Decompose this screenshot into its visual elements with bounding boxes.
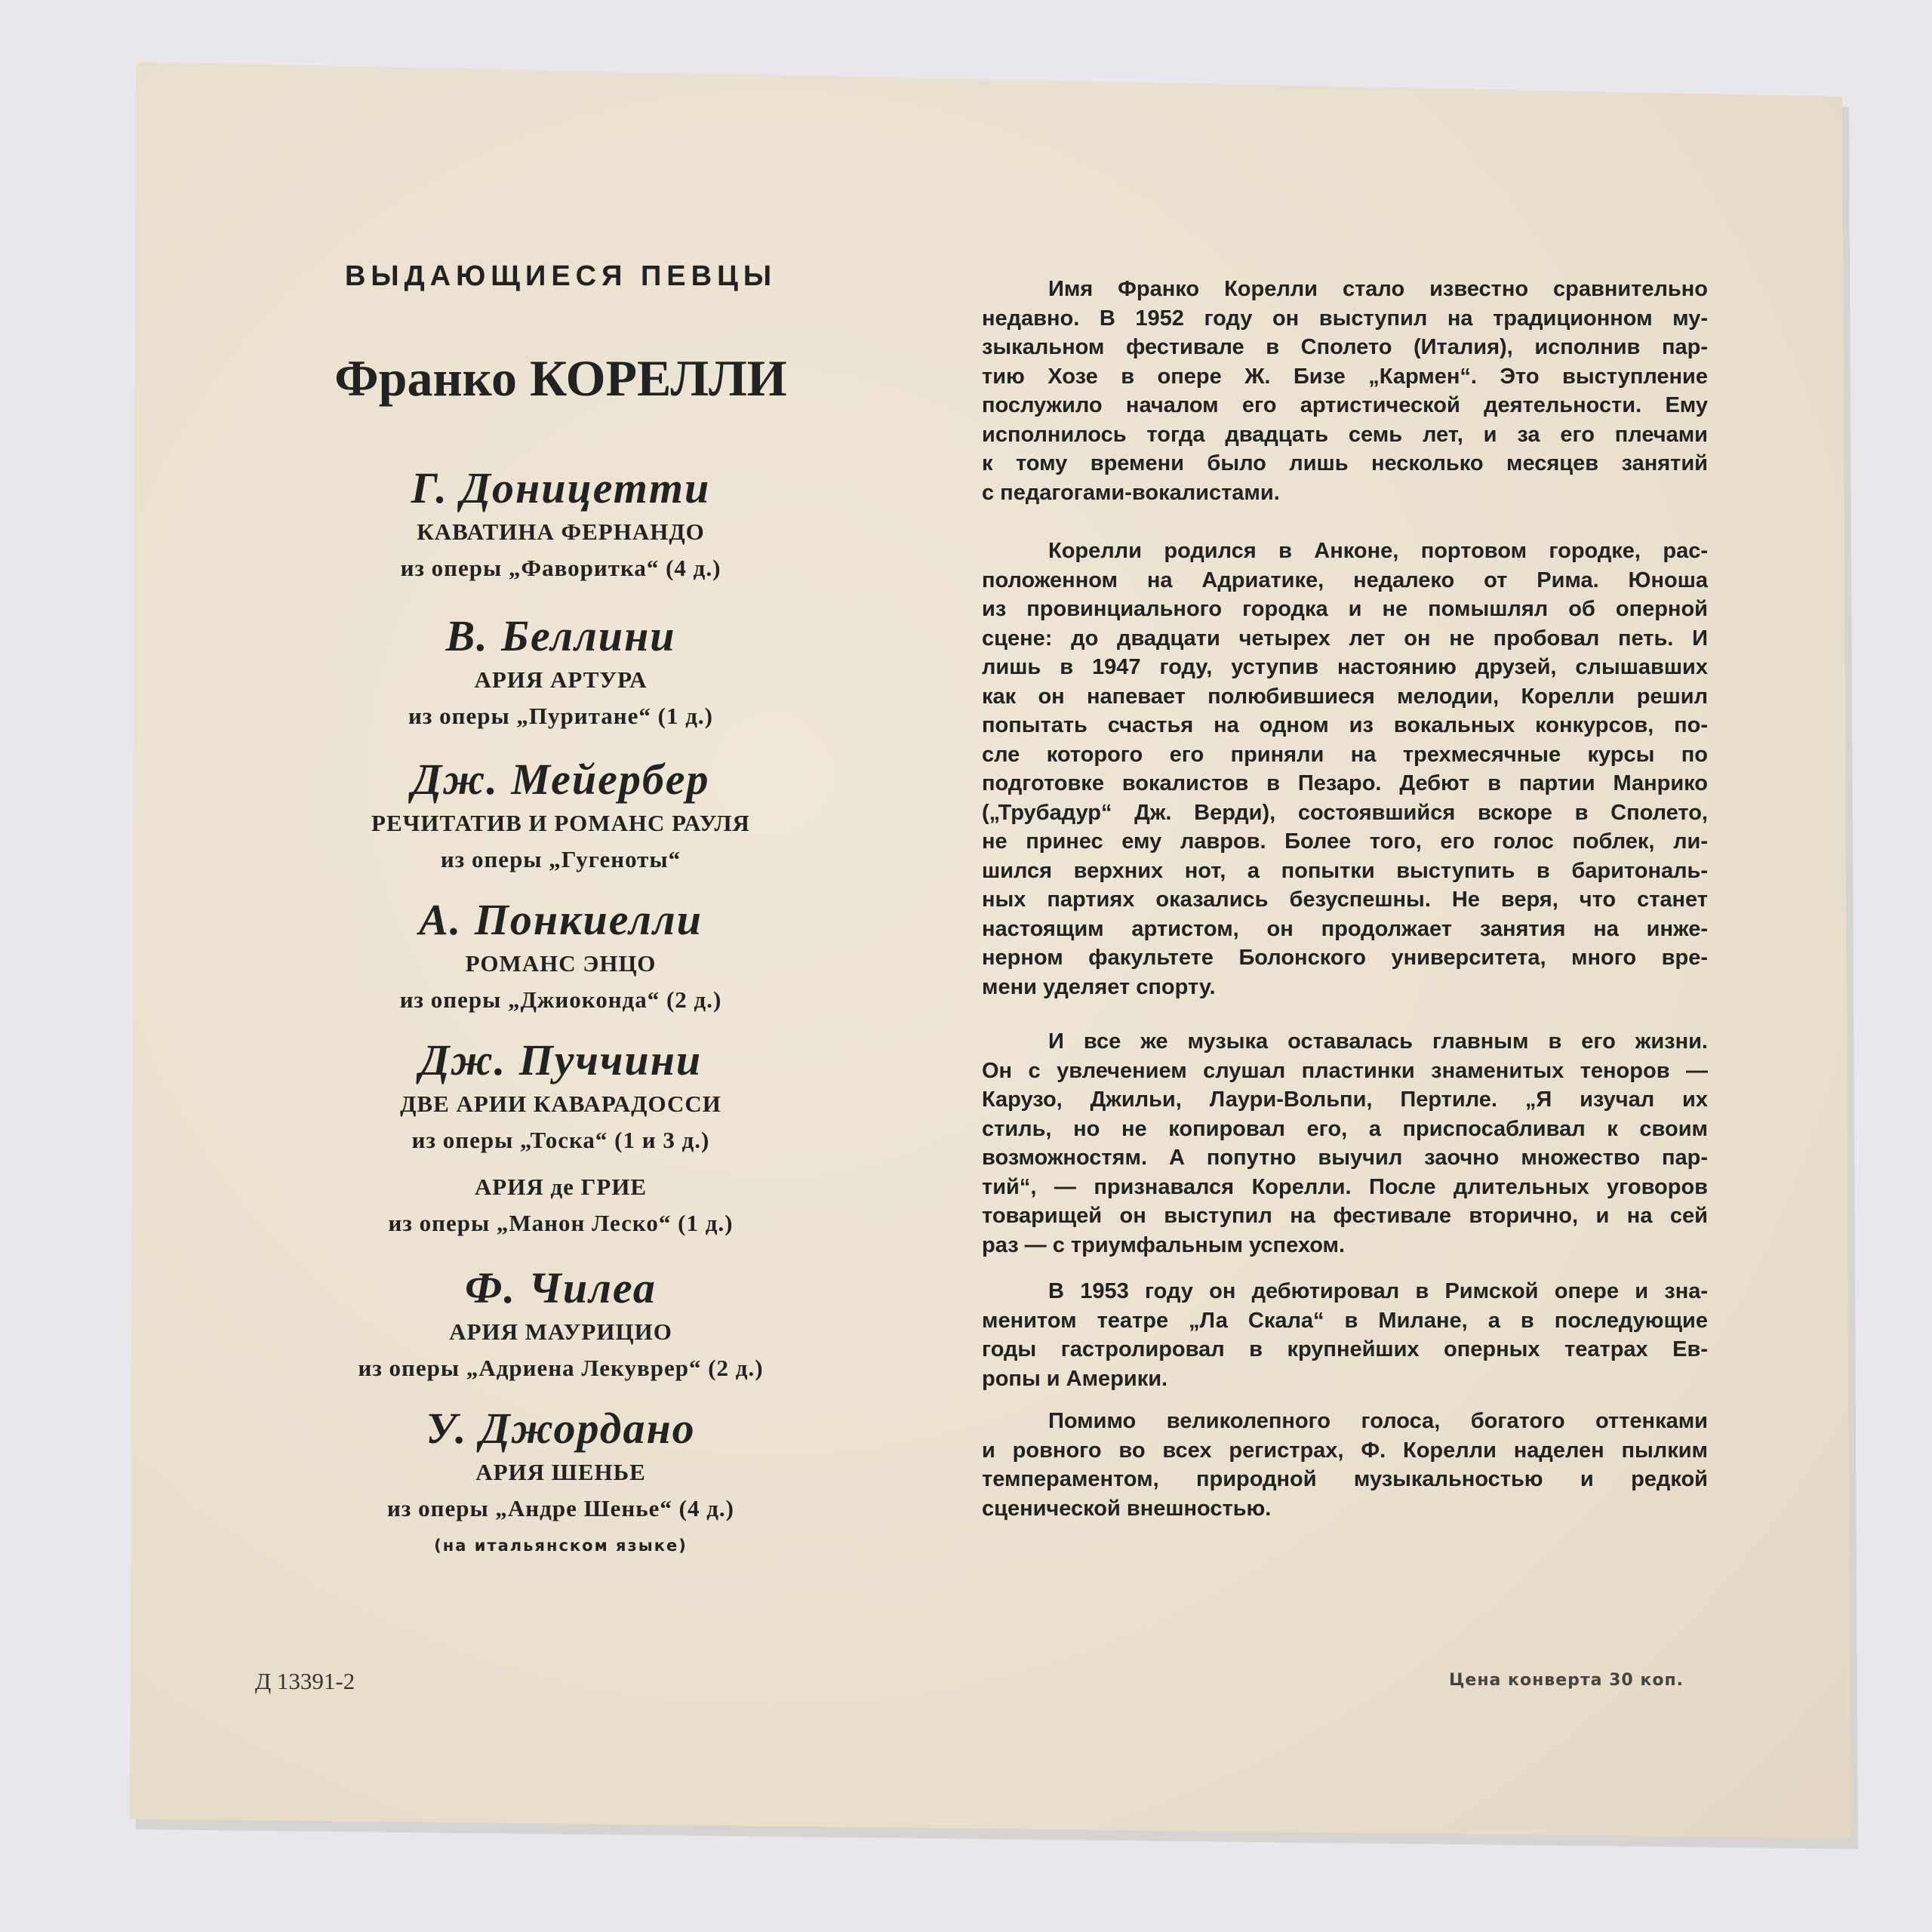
- text-line: Он с увлечением слушал пластинки знаменитых теноров —: [982, 1058, 1708, 1083]
- text-line: мени уделяет спорту.: [982, 974, 1216, 999]
- text-line: менитом театре „Ла Скала“ в Милане, а в последующие: [982, 1308, 1708, 1333]
- paragraph: [982, 537, 1708, 1001]
- text-line: исполнилось тогда двадцать семь лет, и за его плечами: [982, 422, 1708, 447]
- paragraph: [982, 1027, 1708, 1260]
- track-block: [259, 1262, 863, 1387]
- text-line: ропы и Америки.: [982, 1366, 1168, 1391]
- opera-source: из оперы „Манон Леско“ (1 д.): [388, 1210, 734, 1236]
- text-line: настоящим артистом, он продолжает занятия на инже-: [982, 916, 1708, 941]
- text-line: сцене: до двадцати четырех лет он не пробовал петь. И: [982, 626, 1708, 651]
- aria-title: РОМАНС ЭНЦО: [465, 950, 657, 977]
- opera-source: из оперы „Фаворитка“ (4 д.): [400, 555, 721, 581]
- text-line: к тому времени было лишь несколько месяцев занятий: [982, 451, 1708, 475]
- aria-title: РЕЧИТАТИВ И РОМАНС РАУЛЯ: [371, 810, 750, 836]
- text-line: товарищей он выступил на фестивале вторично, и на сей: [982, 1204, 1708, 1228]
- aria-title: ДВЕ АРИИ КАВАРАДОССИ: [400, 1091, 721, 1117]
- track-listing: [259, 0, 863, 1660]
- track-block: [259, 462, 863, 587]
- track-block: [259, 1402, 863, 1527]
- text-line: возможностям. А попутно выучил заочно множество пар-: [982, 1146, 1708, 1170]
- text-line: послужило началом его артистической деятельности. Ему: [982, 393, 1708, 417]
- paragraph: [982, 275, 1708, 507]
- track-block: [259, 753, 863, 878]
- opera-source: из оперы „Адриена Лекуврер“ (2 д.): [358, 1355, 764, 1381]
- text-line: В 1953 году он дебютировал в Римской опере и зна-: [1048, 1279, 1708, 1303]
- text-line: шился верхних нот, а попытки выступить в баритональ-: [982, 858, 1708, 883]
- sleeve-price: Цена конверта 30 коп.: [1449, 1671, 1684, 1690]
- composer: В. Беллини: [445, 611, 676, 660]
- text-line: тию Хозе в опере Ж. Бизе „Кармен“. Это выступление: [982, 364, 1708, 389]
- opera-source: из оперы „Тоска“ (1 и 3 д.): [411, 1127, 710, 1153]
- text-line: тий“, — признавался Корелли. После длительных уговоров: [982, 1174, 1708, 1199]
- composer: Дж. Пуччини: [419, 1035, 703, 1084]
- composer: Ф. Чилеа: [465, 1263, 657, 1312]
- text-line: раз — с триумфальным успехом.: [982, 1232, 1346, 1257]
- text-line: и ровного во всех регистрах, Ф. Корелли наделен пылким: [982, 1438, 1708, 1463]
- artist-name: Франко КОРЕЛЛИ: [334, 349, 787, 407]
- composer: Дж. Мейербер: [411, 755, 710, 804]
- text-line: из провинциального городка и не помышлял об оперной: [982, 597, 1708, 621]
- text-line: не принес ему лавров. Более того, его голос поблек, ли-: [982, 829, 1708, 854]
- text-line: сценической внешностью.: [982, 1496, 1272, 1521]
- text-line: Карузо, Джильи, Лаури-Вольпи, Пертиле. „Я изучал их: [982, 1088, 1708, 1112]
- text-line: стиль, но не копировал его, а приспосабливал к своим: [982, 1116, 1708, 1141]
- text-line: нерном факультете Болонского университета, много вре-: [982, 946, 1708, 970]
- composer: У. Джордано: [426, 1404, 696, 1453]
- text-line: годы гастролировал в крупнейших оперных театрах Ев-: [982, 1337, 1708, 1361]
- text-line: Корелли родился в Анконе, портовом городке, рас-: [1048, 539, 1708, 563]
- aria-title: АРИЯ де ГРИЕ: [474, 1174, 648, 1200]
- opera-source: из оперы „Гугеноты“: [440, 846, 681, 872]
- track-block: [259, 610, 863, 735]
- composer: Г. Доницетти: [411, 463, 711, 512]
- track-block: [259, 1034, 863, 1242]
- opera-source: из оперы „Пуритане“ (1 д.): [408, 703, 713, 729]
- text-line: Помимо великолепного голоса, богатого оттенками: [1048, 1409, 1708, 1433]
- aria-title: АРИЯ МАУРИЦИО: [449, 1318, 672, 1345]
- text-line: темпераментом, природной музыкальностью и редкой: [982, 1467, 1708, 1491]
- text-line: попытать счастья на одном из вокальных конкурсов, по-: [982, 713, 1708, 737]
- track-block: [259, 894, 863, 1019]
- language-note: (на итальянском языке): [434, 1537, 688, 1555]
- aria-title: АРИЯ АРТУРА: [474, 666, 648, 693]
- text-line: („Трубадур“ Дж. Верди), состоявшийся вскоре в Сполето,: [982, 800, 1708, 825]
- aria-title: КАВАТИНА ФЕРНАНДО: [417, 518, 705, 545]
- composer: А. Понкиелли: [419, 895, 703, 944]
- opera-source: из оперы „Джиоконда“ (2 д.): [399, 986, 722, 1013]
- text-line: зыкальном фестивале в Сполето (Италия), исполнив пар-: [982, 335, 1708, 359]
- text-line: положенном на Адриатике, недалеко от Рима. Юноша: [982, 568, 1708, 592]
- paragraph: [982, 1277, 1708, 1393]
- text-line: сле которого его приняли на трехмесячные курсы по: [982, 742, 1708, 767]
- text-line: лишь в 1947 году, уступив настоянию друзей, слышавших: [982, 655, 1708, 679]
- text-line: с педагогами-вокалистами.: [982, 480, 1280, 505]
- text-line: Имя Франко Корелли стало известно сравнительно: [1048, 277, 1708, 301]
- catalog-number: Д 13391-2: [255, 1668, 355, 1694]
- text-line: как он напевает полюбившиеся мелодии, Корелли решил: [982, 684, 1708, 709]
- opera-source: из оперы „Андре Шенье“ (4 д.): [387, 1495, 734, 1521]
- text-line: недавно. В 1952 году он выступил на традиционном му-: [982, 306, 1708, 331]
- paragraph: [982, 1407, 1708, 1523]
- text-line: ных партиях оказались безуспешны. Не веря, что станет: [982, 888, 1708, 912]
- series-title: ВЫДАЮЩИЕСЯ ПЕВЦЫ: [344, 260, 777, 292]
- text-line: подготовке вокалистов в Пезаро. Дебют в партии Манрико: [982, 771, 1708, 795]
- text-line: И все же музыка оставалась главным в его жизни.: [1048, 1029, 1708, 1054]
- aria-title: АРИЯ ШЕНЬЕ: [475, 1459, 646, 1485]
